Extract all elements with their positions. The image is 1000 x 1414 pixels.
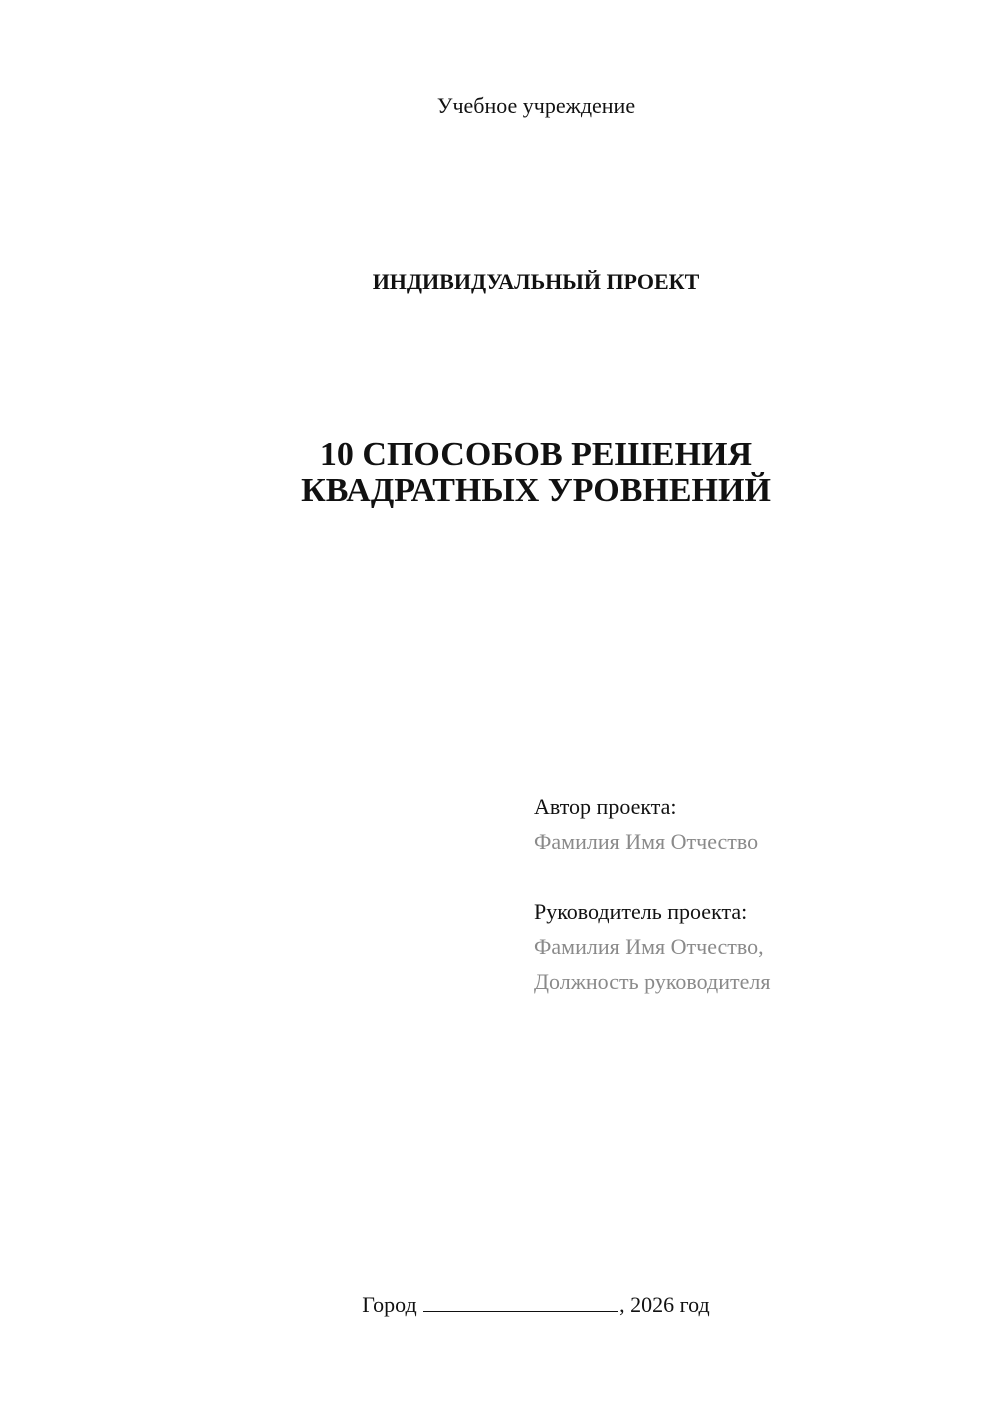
project-title-line-2: КВАДРАТНЫХ УРОВНЕНИЙ [301, 472, 771, 509]
supervisor-label: Руководитель проекта: [534, 899, 748, 924]
author-name: Фамилия Имя Отчество [534, 829, 759, 854]
author-label: Автор проекта: [534, 794, 677, 819]
credits-block [534, 789, 770, 999]
supervisor-position: Должность руководителя [534, 969, 771, 994]
document-type: ИНДИВИДУАЛЬНЫЙ ПРОЕКТ [372, 269, 700, 294]
credits-spacer [534, 859, 770, 894]
project-title [0, 437, 1000, 509]
city-label: Город [362, 1292, 417, 1317]
supervisor-name: Фамилия Имя Отчество, [534, 934, 764, 959]
city-year-line [0, 1291, 1000, 1319]
project-title-line-1: 10 СПОСОБОВ РЕШЕНИЯ [319, 436, 753, 473]
year-text: , 2026 год [619, 1292, 710, 1317]
institution-name: Учебное учреждение [436, 93, 636, 118]
city-blank-line [423, 1291, 618, 1312]
